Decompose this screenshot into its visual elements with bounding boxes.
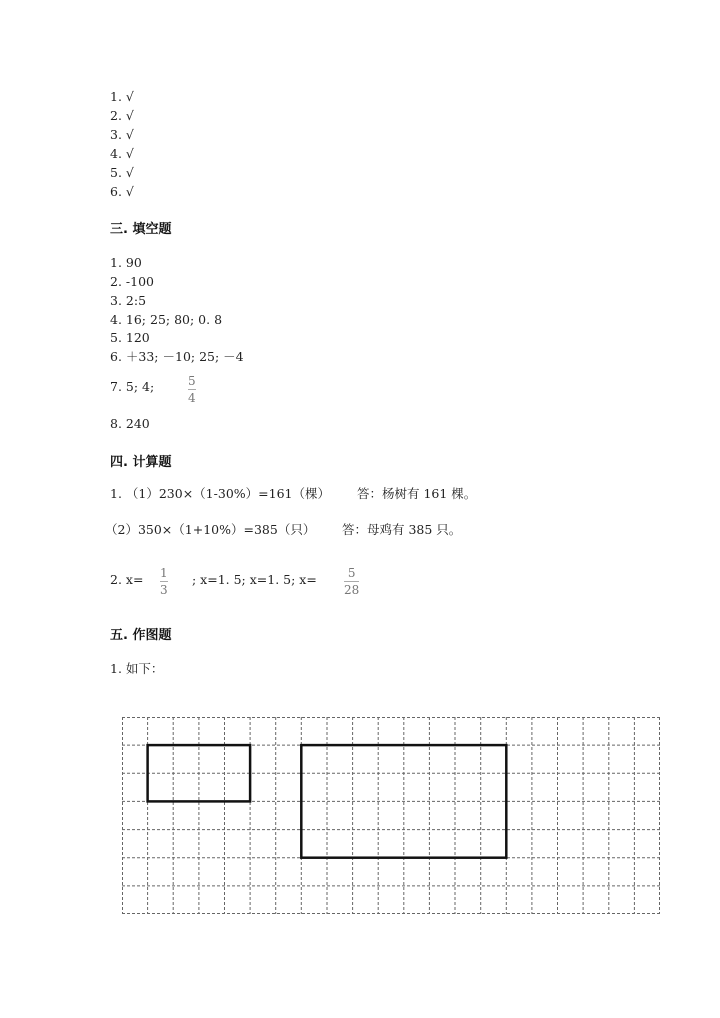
calc-q1-part1: 1. （1）230×（1-30%）=161（棵） — [110, 486, 330, 501]
fraction-bar — [160, 581, 168, 582]
drawing-grid — [122, 717, 660, 914]
grid-svg — [122, 717, 660, 914]
calc-q1-part2: （2）350×（1+10%）=385（只） — [105, 522, 316, 537]
calc-q2-prefix: 2. x= — [110, 572, 144, 587]
section-heading-fill-in: 三. 填空题 — [110, 222, 172, 237]
fraction-5-over-4 — [188, 374, 196, 405]
fraction-denominator: 3 — [160, 583, 168, 597]
fraction-numerator: 1 — [160, 566, 168, 580]
calc-q2-middle: ; x=1. 5; x=1. 5; x= — [192, 572, 317, 587]
judgement-item-3: 3. √ — [110, 127, 134, 142]
judgement-item-2: 2. √ — [110, 108, 134, 123]
fraction-5-over-28 — [344, 566, 359, 597]
fill-in-item-4: 4. 16; 25; 80; 0. 8 — [110, 312, 223, 327]
grid-lines — [122, 717, 660, 914]
judgement-item-5: 5. √ — [110, 165, 134, 180]
judgement-item-6: 6. √ — [110, 184, 134, 199]
calc-q1-part2-answer: 答：母鸡有 385 只。 — [342, 522, 462, 537]
fraction-denominator: 28 — [344, 583, 360, 597]
fraction-bar — [188, 389, 196, 390]
judgement-item-1: 1. √ — [110, 89, 134, 104]
fill-in-item-6: 6. ＋33; －10; 25; －4 — [110, 349, 244, 364]
fill-in-item-8: 8. 240 — [110, 416, 150, 431]
calc-q1-part1-answer: 答：杨树有 161 棵。 — [357, 486, 477, 501]
fraction-1-over-3 — [160, 566, 168, 597]
fraction-numerator: 5 — [188, 374, 196, 388]
fraction-numerator: 5 — [347, 566, 356, 580]
fraction-denominator: 4 — [188, 391, 196, 405]
fill-in-item-1: 1. 90 — [110, 255, 142, 270]
judgement-item-4: 4. √ — [110, 146, 134, 161]
fill-in-item-7: 7. 5; 4; — [110, 379, 155, 394]
fraction-bar — [344, 581, 359, 582]
fill-in-item-3: 3. 2:5 — [110, 293, 147, 308]
section-heading-calc: 四. 计算题 — [110, 455, 172, 470]
section-heading-drawing: 五. 作图题 — [110, 628, 172, 643]
fill-in-item-2: 2. -100 — [110, 274, 154, 289]
fill-in-item-5: 5. 120 — [110, 330, 150, 345]
drawing-item-1: 1. 如下： — [110, 661, 164, 676]
